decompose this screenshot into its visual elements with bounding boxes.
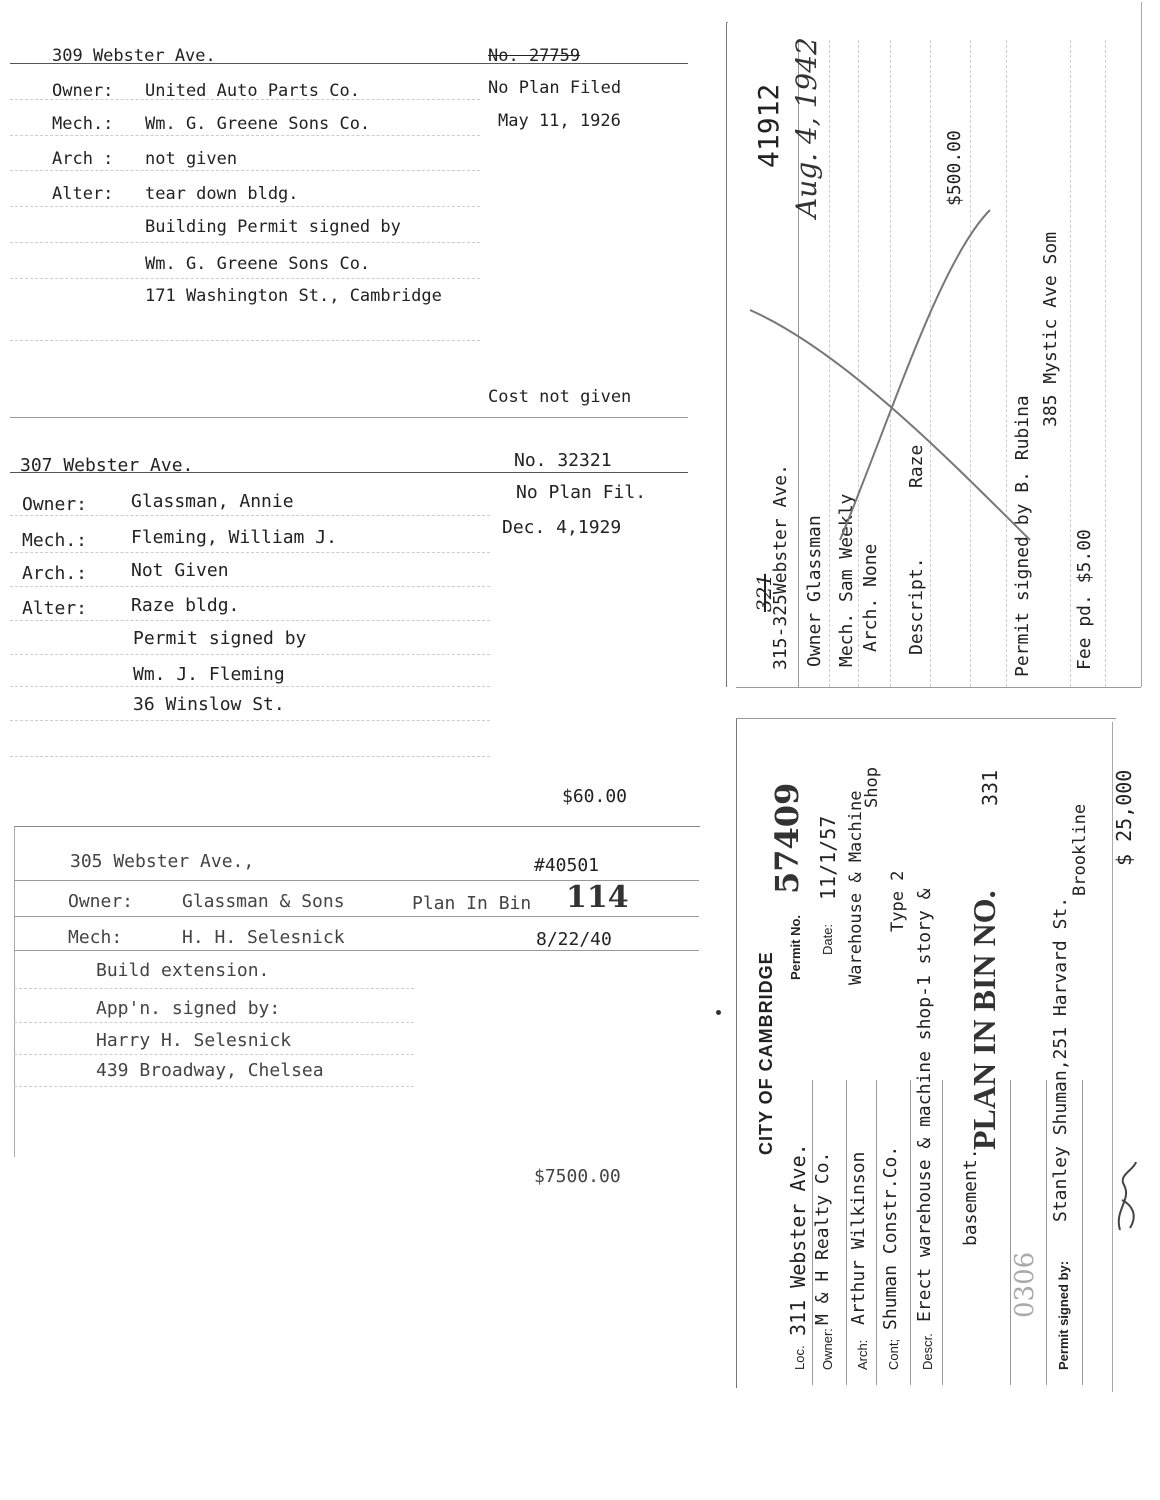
arch-label: Arch :	[52, 149, 114, 169]
alter-value: tear down bldg.	[145, 184, 299, 204]
arch-value: Arthur Wilkinson	[848, 1151, 869, 1325]
owner-label: Owner:	[820, 1328, 835, 1370]
card-date: May 11, 1926	[498, 111, 621, 131]
cont-value: Shuman Constr.Co.	[880, 1145, 901, 1330]
mech-value: H. H. Selesnick	[182, 927, 345, 948]
signer-name: Wm. G. Greene Sons Co.	[145, 254, 371, 274]
mech-value: Mech. Sam Weekly	[836, 493, 857, 667]
scan-mark	[716, 1010, 721, 1015]
cost-value: $500.00	[944, 130, 965, 206]
card-number: No. 27759	[488, 46, 581, 66]
mech-value: Wm. G. Greene Sons Co.	[145, 114, 371, 134]
plan-status: Plan In Bin	[412, 893, 532, 914]
signer-address: 36 Winslow St.	[133, 694, 285, 715]
address-correction: 321	[752, 573, 776, 612]
mech-label: Mech.:	[22, 530, 88, 551]
signer-town: Brookline	[1070, 803, 1090, 896]
card-address: 315-325Webster Ave.	[770, 464, 791, 670]
cost-value: Cost not given	[488, 387, 632, 407]
card-number: No. 32321	[514, 450, 612, 471]
owner-label: Owner:	[52, 81, 114, 101]
cost-value: $ 25,000	[1112, 769, 1136, 866]
loc-value: 311 Webster Ave.	[786, 1143, 810, 1336]
alter-label: Alter:	[52, 184, 114, 204]
signer-address: 439 Broadway, Chelsea	[96, 1060, 324, 1081]
card-date: Dec. 4,1929	[502, 517, 622, 538]
alter-label: Alter:	[22, 598, 88, 619]
bin-number: 331	[978, 769, 1002, 806]
owner-value: Glassman & Sons	[182, 891, 345, 912]
mech-label: Mech:	[68, 927, 123, 948]
arch-label: Arch.:	[22, 563, 88, 584]
descr-label: Descr.	[920, 1333, 935, 1370]
stamp-number: 0306	[1010, 1251, 1040, 1318]
card-address: 309 Webster Ave.	[52, 46, 216, 66]
owner-value: M & H Realty Co.	[812, 1151, 833, 1325]
permit-no-label: Permit No.	[788, 914, 803, 980]
arch-label: Arch:	[855, 1339, 870, 1370]
card-date: Aug. 4, 1942	[790, 37, 823, 218]
work-description: Build extension.	[96, 960, 270, 981]
signer-name: Wm. J. Fleming	[133, 664, 285, 685]
signer-address: 385 Mystic Ave Som	[1040, 231, 1061, 427]
signer-address: 171 Washington St., Cambridge	[145, 286, 442, 306]
mech-value: Fleming, William J.	[131, 527, 337, 548]
signer-name: Harry H. Selesnick	[96, 1030, 292, 1051]
card-address: 307 Webster Ave.	[20, 455, 194, 476]
loc-label: Loc.	[792, 1345, 807, 1370]
owner-value: Glassman, Annie	[131, 491, 294, 512]
permit-number: 57409	[768, 782, 806, 894]
cost-value: $60.00	[562, 786, 628, 807]
descript-value: Raze	[906, 444, 927, 488]
handwritten-initials	[1112, 1160, 1142, 1240]
descr-value-cont: basement.	[960, 1148, 981, 1246]
card-top-rule	[10, 417, 688, 418]
card-number: 41912	[752, 83, 785, 168]
signer-name: Stanley Shuman,251 Harvard St.	[1050, 896, 1071, 1222]
date-label: Date:	[820, 923, 835, 955]
owner-value: Owner Glassman	[804, 515, 825, 667]
use-value-cont: Shop	[862, 767, 882, 808]
plan-status: No Plan Fil.	[516, 482, 647, 503]
owner-label: Owner:	[22, 494, 88, 515]
date-value: 11/1/57	[816, 815, 840, 900]
signed-by-line: Permit signed by B. Rubina	[1012, 395, 1033, 677]
cont-label: Cont;	[886, 1338, 901, 1370]
descr-value: Erect warehouse & machine shop-1 story &	[914, 888, 935, 1322]
fee-paid: Fee pd. $5.00	[1074, 529, 1095, 670]
owner-label: Owner:	[68, 891, 134, 912]
descript-label: Descript.	[906, 557, 927, 655]
arch-value: Not Given	[131, 560, 229, 581]
plan-status: No Plan Filed	[488, 78, 622, 98]
city-title: CITY OF CAMBRIDGE	[756, 951, 776, 1155]
signed-by-line: Building Permit signed by	[145, 217, 401, 237]
card-address: 305 Webster Ave.,	[70, 851, 255, 872]
card-number: #40501	[534, 855, 600, 876]
plan-in-bin-stamp: PLAN IN BIN NO.	[966, 890, 1002, 1150]
card-date: 8/22/40	[536, 929, 612, 950]
type-value: Type 2	[888, 870, 908, 932]
owner-value: United Auto Parts Co.	[145, 81, 360, 101]
mech-label: Mech.:	[52, 114, 114, 134]
cancel-mark	[740, 200, 1060, 560]
signed-by-line: App'n. signed by:	[96, 998, 281, 1019]
use-value: Warehouse & Machine	[846, 790, 866, 985]
signed-by-label: Permit signed by:	[1056, 1260, 1071, 1370]
arch-value: Arch. None	[860, 543, 881, 652]
cost-value: $7500.00	[534, 1166, 621, 1187]
alter-value: Raze bldg.	[131, 595, 240, 616]
bin-number: 114	[566, 880, 629, 915]
signed-by-line: Permit signed by	[133, 628, 307, 649]
arch-value: not given	[145, 149, 238, 169]
